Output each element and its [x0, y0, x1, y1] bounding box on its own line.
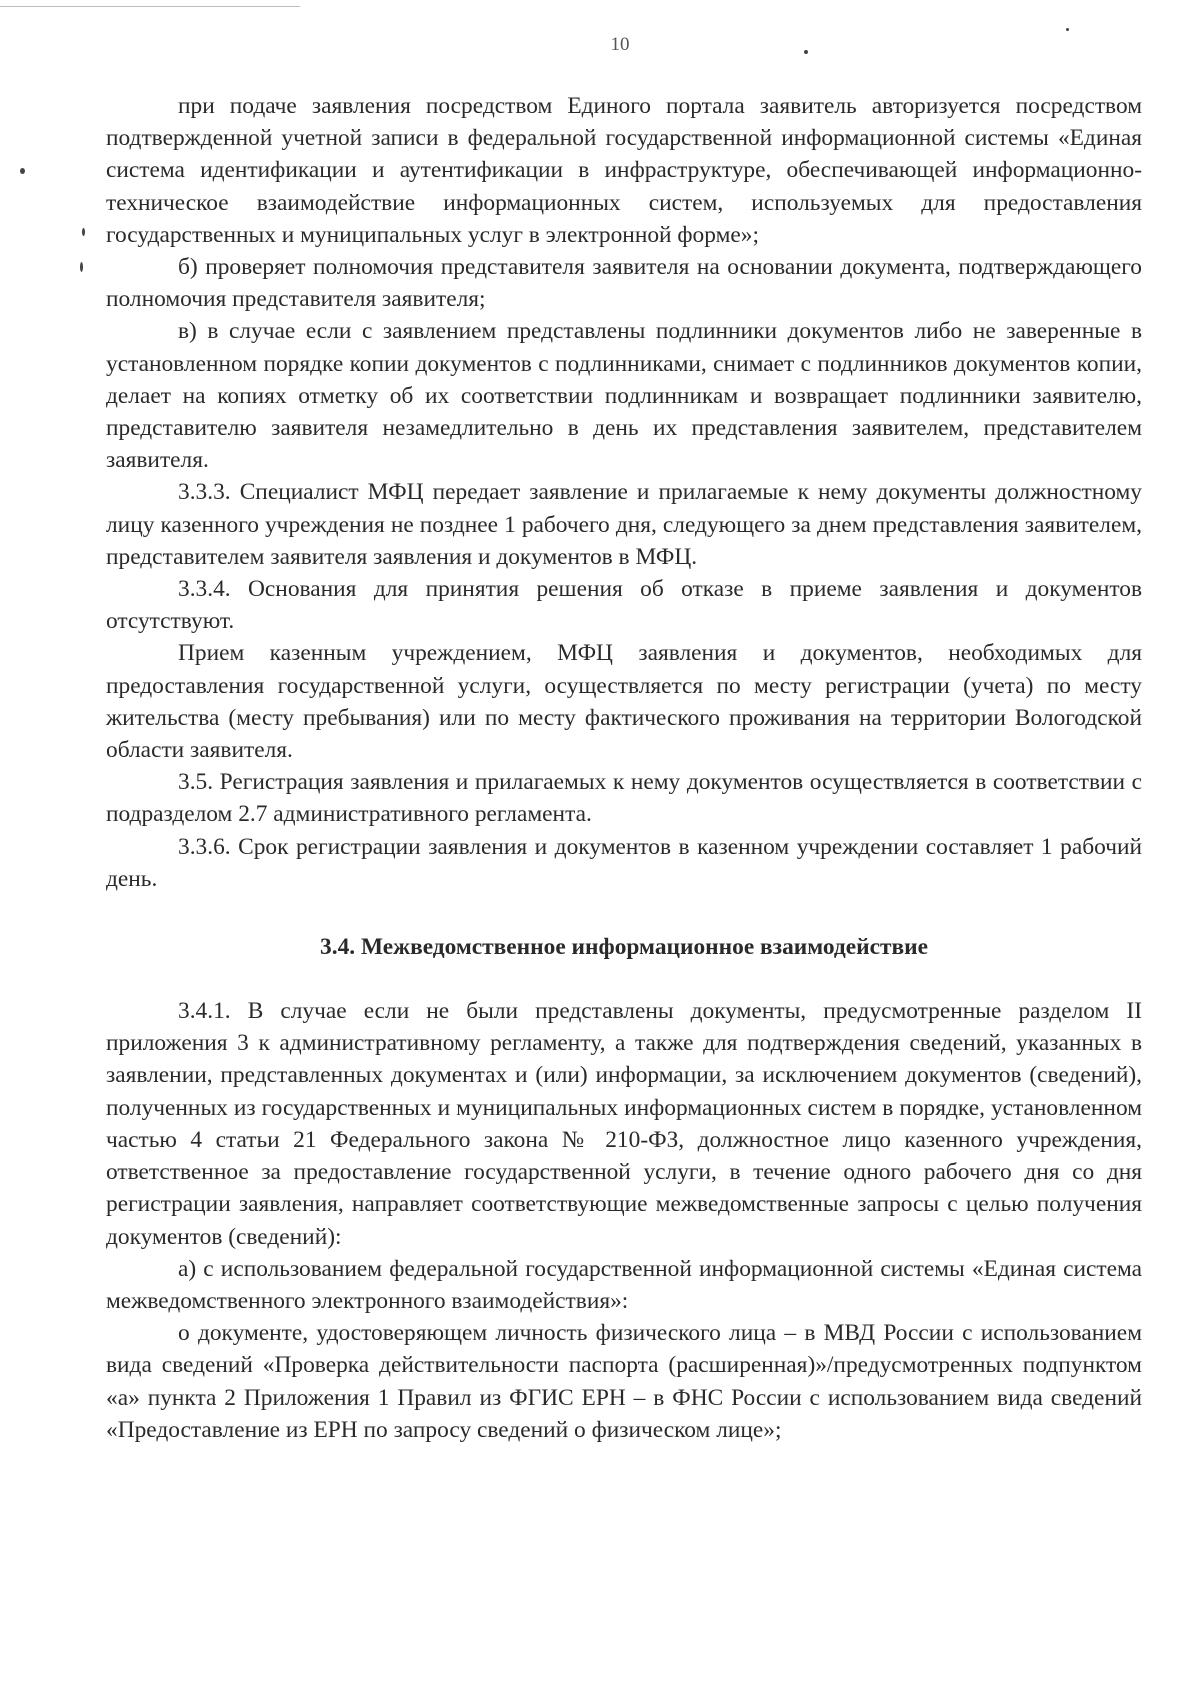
- paragraph-3-4-1: 3.4.1. В случае если не были представлены документы, предусмотренные разделом II приложения 3 к административному регламенту, а также для подтверждения сведений, указанных в заявлении, представленных документах и (или) информации, за исключением документов (сведений), полученных из государственных и муниципальных информационных систем в порядке, установленном частью 4 статьи 21 Федерального закона № 210-ФЗ, должностное лицо казенного учреждения, ответственное за предоставление государственной услуги, в течение одного рабочего дня со дня регистрации заявления, направляет соответствующие межведомственные запросы с целью получения документов (сведений):: [106, 998, 1142, 1250]
- scan-speck: [80, 262, 83, 272]
- scan-speck: [1066, 28, 1069, 31]
- document-body: [106, 90, 1142, 1446]
- paragraph-identity-document: о документе, удостоверяющем личность физического лица – в МВД России с использованием вида сведений «Проверка действительности паспорта (расширенная)»/предусмотренных подпунктом «а» пункта 2 Приложения 1 Правил из ФГИС ЕРН – в ФНС России с использованием вида сведений «Предоставление из ЕРН по запросу сведений о физическом лице»;: [106, 1320, 1142, 1443]
- paragraph-3-3-3: 3.3.3. Специалист МФЦ передает заявление и прилагаемые к нему документы должностному лицу казенного учреждения не позднее 1 рабочего дня, следующего за днем представления заявителем, представителем заявителя заявления и документов в МФЦ.: [106, 479, 1142, 570]
- section-heading: 3.4. Межведомственное информационное взаимодействие: [320, 934, 928, 961]
- paragraph-reception: Прием казенным учреждением, МФЦ заявления и документов, необходимых для предоставления государственной услуги, осуществляется по месту регистрации (учета) по месту жительства (месту пребывания) или по месту фактического проживания на территории Вологодской области заявителя.: [106, 640, 1142, 764]
- paragraph-3-5: 3.5. Регистрация заявления и прилагаемых к нему документов осуществляется в соответствии с подразделом 2.7 административного регламента.: [106, 769, 1142, 828]
- paragraph-3-3-6: 3.3.6. Срок регистрации заявления и документов в казенном учреждении составляет 1 рабочий день.: [106, 833, 1142, 892]
- scan-speck: [20, 168, 25, 174]
- paragraph-portal-authorization: при подаче заявления посредством Единого портала заявитель авторизуется посредством подтвержденной учетной записи в федеральной государственной информационной системы «Единая система идентификации и аутентификации в инфраструктуре, обеспечивающей информационно-техническое взаимодействие информационных систем, используемых для предоставления государственных и муниципальных услуг в электронной форме»;: [106, 93, 1142, 248]
- paragraph-item-v: в) в случае если с заявлением представлены подлинники документов либо не заверенные в установленном порядке копии документов с подлинниками, снимает с подлинников документов копии, делает на копиях отметку об их соответствии подлинникам и возвращает подлинники заявителю, представителю заявителя незамедлительно в день их представления заявителем, представителем заявителя.: [106, 318, 1142, 474]
- scan-edge-line: [0, 6, 300, 7]
- scan-speck: [804, 50, 808, 54]
- scan-speck: [82, 228, 85, 236]
- page-number: 10: [610, 34, 630, 55]
- paragraph-3-3-4: 3.3.4. Основания для принятия решения об отказе в приеме заявления и документов отсутствуют.: [106, 576, 1142, 635]
- paragraph-item-a: а) с использованием федеральной государственной информационной системы «Единая система межведомственного электронного взаимодействия»:: [106, 1255, 1142, 1314]
- paragraph-item-b: б) проверяет полномочия представителя заявителя на основании документа, подтверждающего полномочия представителя заявителя;: [106, 254, 1142, 313]
